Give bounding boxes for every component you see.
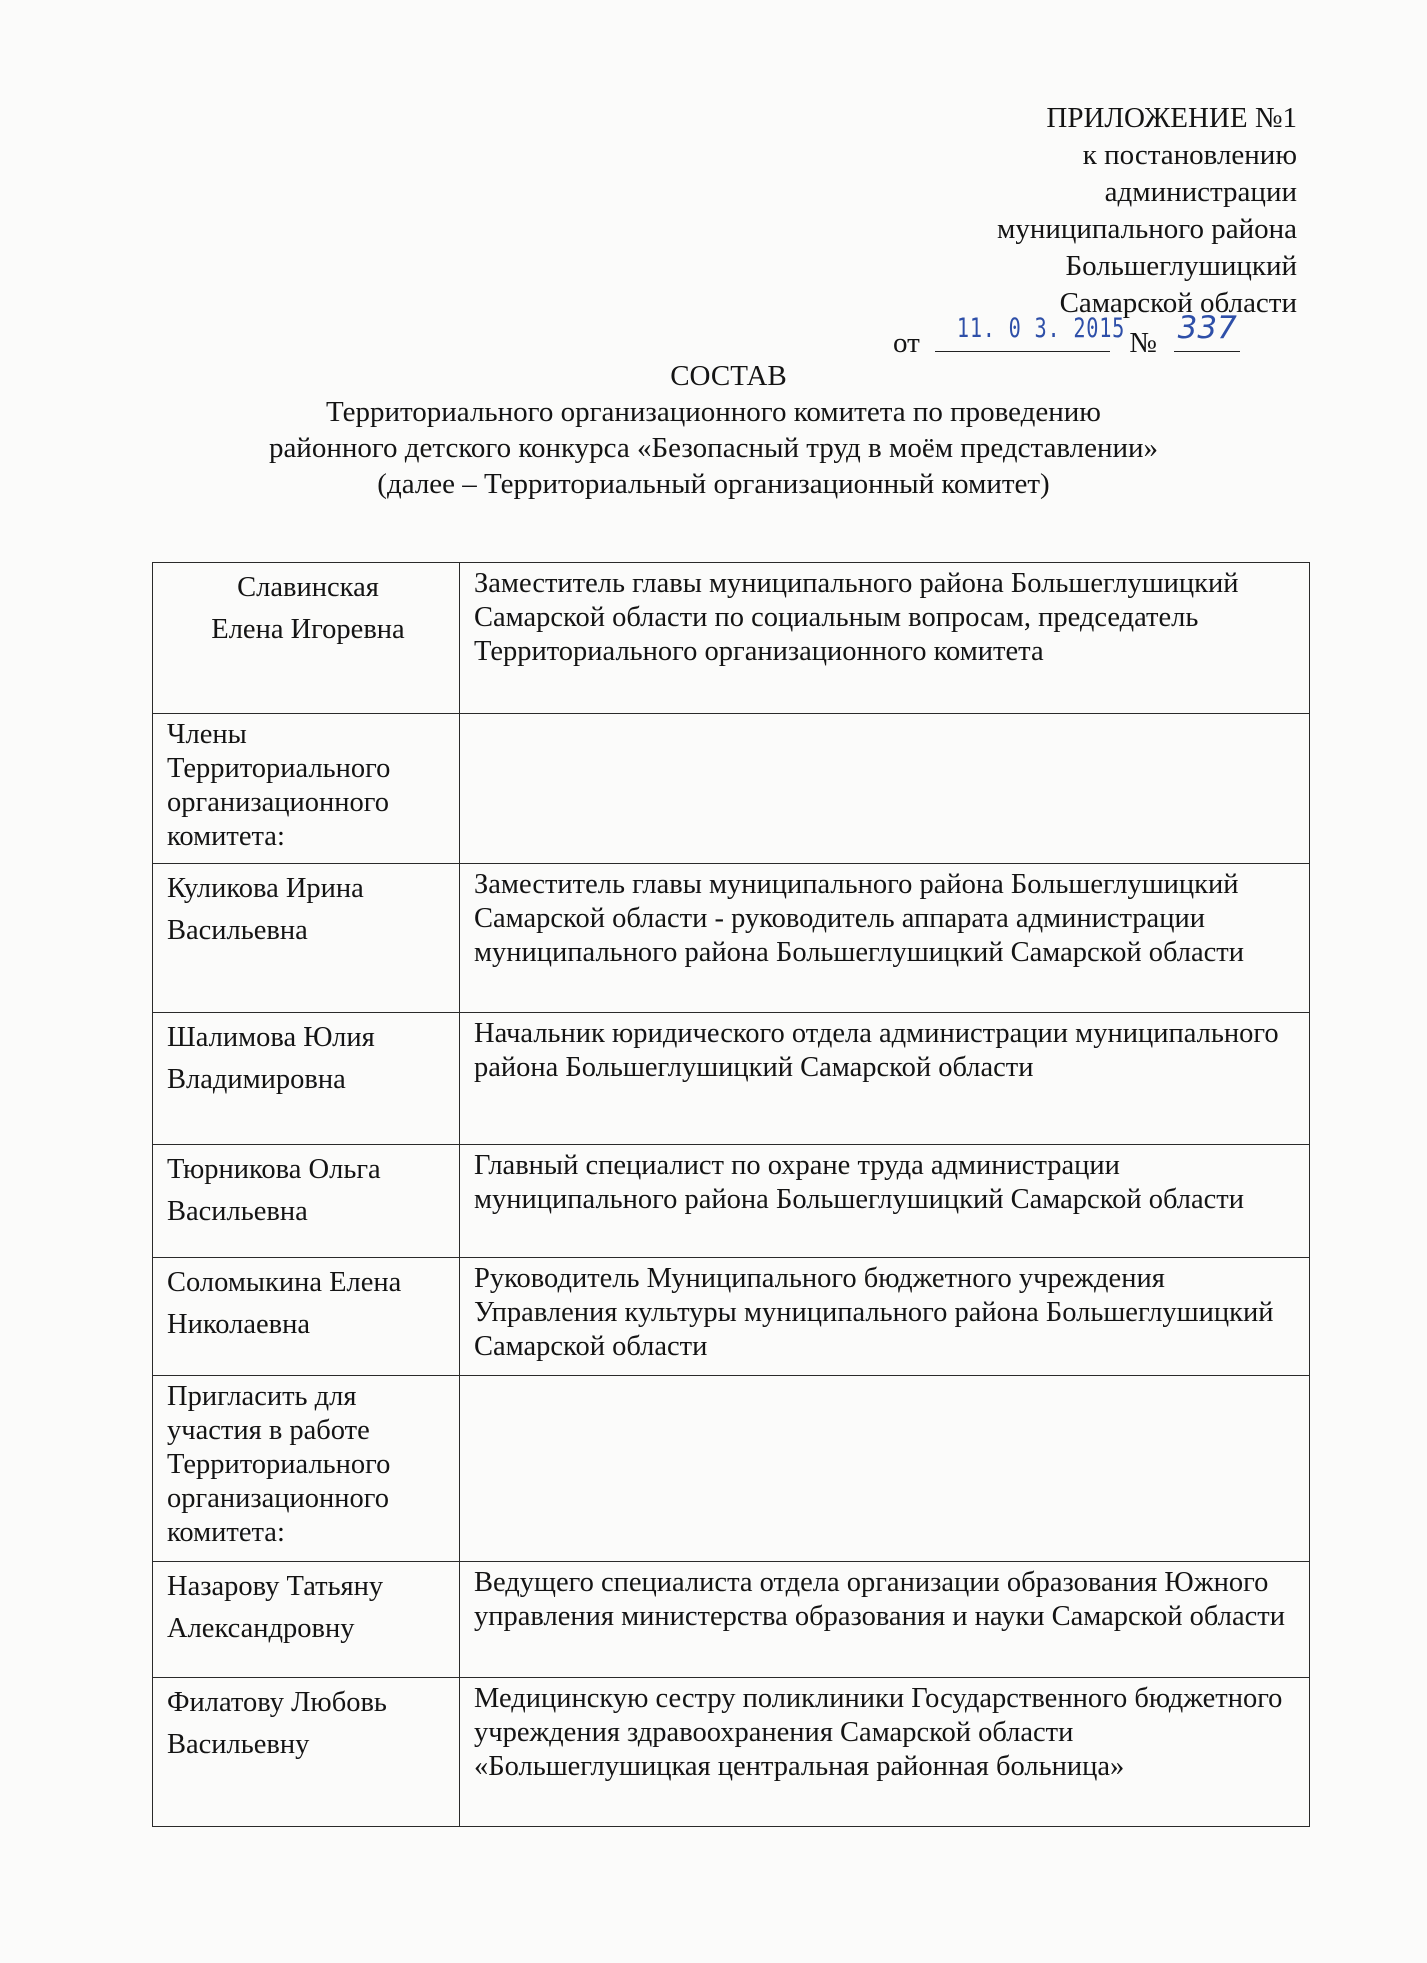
title-line: Территориального организационного комитета по проведению — [326, 396, 1101, 428]
handwritten-date: 11. 0 3. 2015 — [956, 313, 1126, 344]
member-name: Шалимова Юлия Владимировна — [153, 1013, 460, 1145]
member-role: Заместитель главы муниципального района Большеглушицкий Самарской области - руководитель аппарата администрации муниципального района Большеглушицкий Самарской области — [460, 864, 1310, 1013]
table-row — [153, 1376, 1310, 1562]
member-name: Филатову Любовь Васильевну — [153, 1678, 460, 1827]
title-line: (далее – Территориальный организационный комитет) — [377, 468, 1050, 500]
handwritten-number: 337 — [1177, 310, 1237, 346]
committee-table — [152, 562, 1310, 1827]
table-row — [153, 1678, 1310, 1827]
member-name: Назарову Татьяну Александровну — [153, 1562, 460, 1678]
member-name: Куликова Ирина Васильевна — [153, 864, 460, 1013]
table-row — [153, 1145, 1310, 1258]
member-role: Ведущего специалиста отдела организации образования Южного управления министерства образования и науки Самарской области — [460, 1562, 1310, 1678]
appendix-title: ПРИЛОЖЕНИЕ №1 — [1046, 102, 1297, 134]
member-name: Славинская Елена Игоревна — [153, 563, 460, 714]
table-row — [153, 864, 1310, 1013]
resolution-date-line — [893, 310, 1240, 362]
title-main: СОСТАВ — [670, 360, 787, 392]
number-field — [1174, 310, 1240, 352]
member-name: Тюрникова Ольга Васильевна — [153, 1145, 460, 1258]
member-role: Руководитель Муниципального бюджетного учреждения Управления культуры муниципального района Большеглушицкий Самарской области — [460, 1258, 1310, 1376]
document-title — [0, 358, 1427, 502]
table-row — [153, 1258, 1310, 1376]
appendix-header — [997, 100, 1297, 322]
table-row — [153, 714, 1310, 864]
appendix-line: муниципального района — [997, 213, 1297, 245]
table-row — [153, 563, 1310, 714]
member-role — [460, 1376, 1310, 1562]
section-label: Члены Территориального организационного комитета: — [153, 714, 460, 864]
appendix-line: Большеглушицкий — [1065, 250, 1297, 282]
number-prefix: № — [1129, 327, 1157, 359]
member-role: Медицинскую сестру поликлиники Государственного бюджетного учреждения здравоохранения Самарской области «Большеглушицкая центральная районная больница» — [460, 1678, 1310, 1827]
member-role — [460, 714, 1310, 864]
member-name: Соломыкина Елена Николаевна — [153, 1258, 460, 1376]
date-field — [935, 313, 1126, 352]
table-row — [153, 1013, 1310, 1145]
section-label: Пригласить для участия в работе Территориального организационного комитета: — [153, 1376, 460, 1562]
appendix-line: администрации — [1104, 176, 1297, 208]
table-row — [153, 1562, 1310, 1678]
appendix-line: к постановлению — [1082, 139, 1297, 171]
date-prefix: от — [893, 327, 920, 359]
member-role: Главный специалист по охране труда администрации муниципального района Большеглушицкий Самарской области — [460, 1145, 1310, 1258]
appendix-line: Самарской области — [1059, 287, 1297, 319]
member-role: Начальник юридического отдела администрации муниципального района Большеглушицкий Самарской области — [460, 1013, 1310, 1145]
title-line: районного детского конкурса «Безопасный труд в моём представлении» — [268, 432, 1159, 464]
member-role: Заместитель главы муниципального района Большеглушицкий Самарской области по социальным вопросам, председатель Территориального организационного комитета — [460, 563, 1310, 714]
